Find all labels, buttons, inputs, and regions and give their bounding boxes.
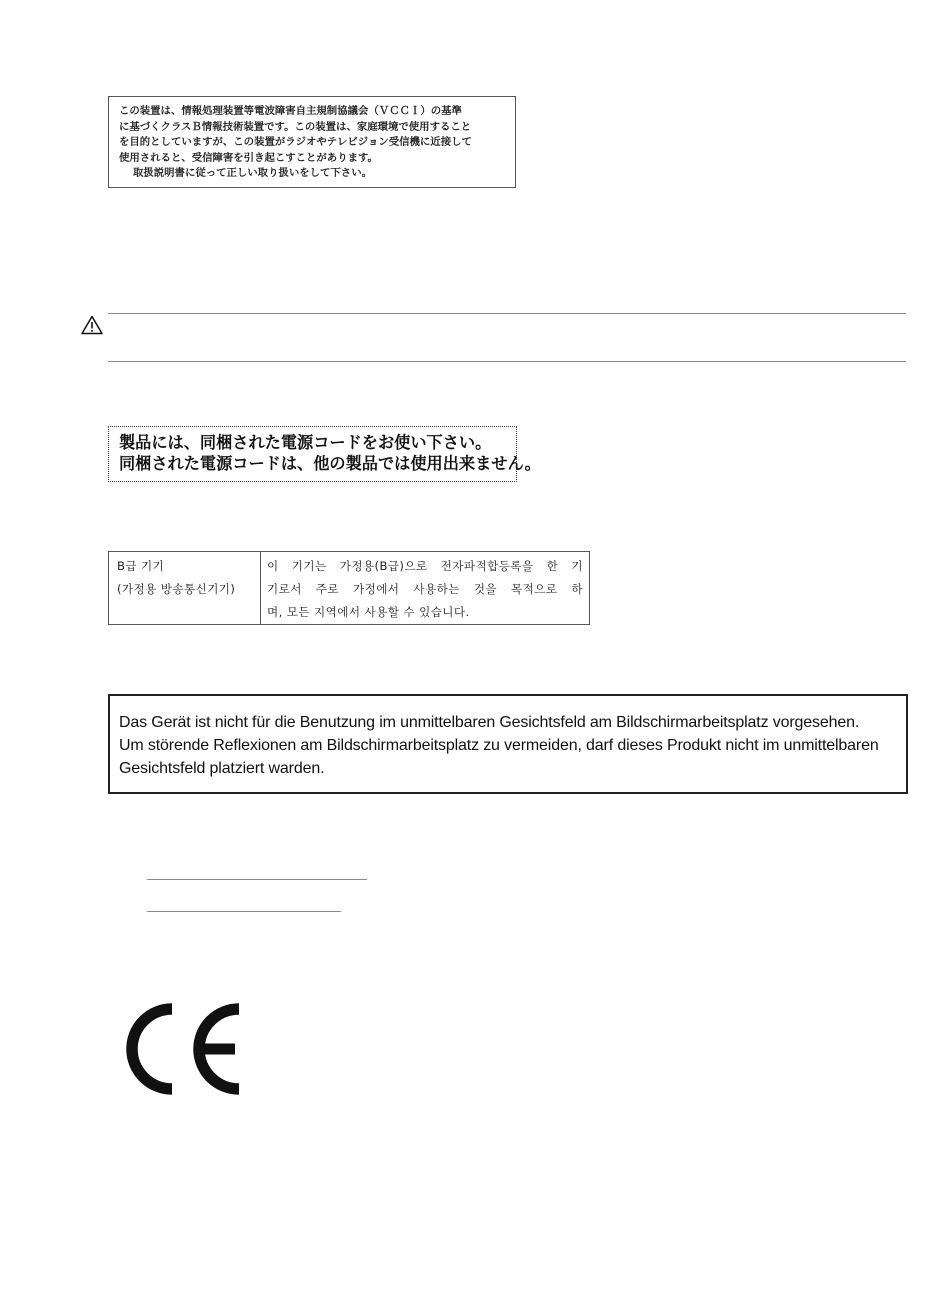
german-line-3: Gesichtsfeld platziert warden. — [119, 760, 325, 777]
vcci-notice-box — [108, 96, 516, 188]
korean-class-cell — [109, 552, 261, 625]
korean-description-cell — [261, 552, 590, 625]
hyperlink-2[interactable] — [147, 911, 341, 912]
vcci-line-5: 取扱説明書に従って正しい取り扱いをして下さい。 — [133, 167, 372, 180]
vcci-line-1: この装置は、情報処理装置等電波障害自主規制協議会（ＶＣＣＩ）の基準 — [119, 105, 462, 117]
power-cord-notice-box — [108, 426, 541, 482]
korean-notice-table — [108, 551, 590, 625]
caution-rule-bottom — [108, 361, 906, 362]
ce-mark-icon — [122, 1003, 242, 1095]
power-cord-line-1: 製品には、同梱された電源コードをお使い下さい。 — [119, 433, 492, 452]
german-line-1: Das Gerät ist nicht für die Benutzung im unmittelbaren Gesichtsfeld am Bildschirmarbeitsplatz vorgesehen. — [119, 714, 860, 731]
korean-class-label: B급 기기 — [117, 559, 165, 573]
hyperlink-1[interactable] — [147, 879, 367, 880]
vcci-line-2: に基づくクラスＢ情報技術装置です。この装置は、家庭環境で使用すること — [119, 120, 472, 133]
vcci-line-3: を目的としていますが、この装置がラジオやテレビジョン受信機に近接して — [119, 136, 472, 149]
vcci-line-4: 使用されると、受信障害を引き起こすことがあります。 — [119, 151, 378, 164]
power-cord-line-2: 同梱された電源コードは、他の製品では使用出来ません。 — [119, 454, 541, 473]
korean-description-line-3: 며, 모든 지역에서 사용할 수 있습니다. — [267, 605, 470, 619]
korean-class-sublabel: (가정용 방송통신기기) — [117, 582, 236, 596]
korean-description-line-2: 기로서 주로 가정에서 사용하는 것을 목적으로 하 — [267, 582, 583, 596]
warning-triangle-icon — [81, 315, 103, 335]
german-notice-box — [108, 694, 908, 794]
korean-description-line-1: 이 기기는 가정용(B급)으로 전자파적합등록을 한 기 — [267, 559, 583, 573]
german-line-2: Um störende Reflexionen am Bildschirmarbeitsplatz zu vermeiden, darf dieses Produkt nicht im unmittelbaren — [119, 737, 879, 754]
caution-rule-top — [108, 313, 906, 314]
